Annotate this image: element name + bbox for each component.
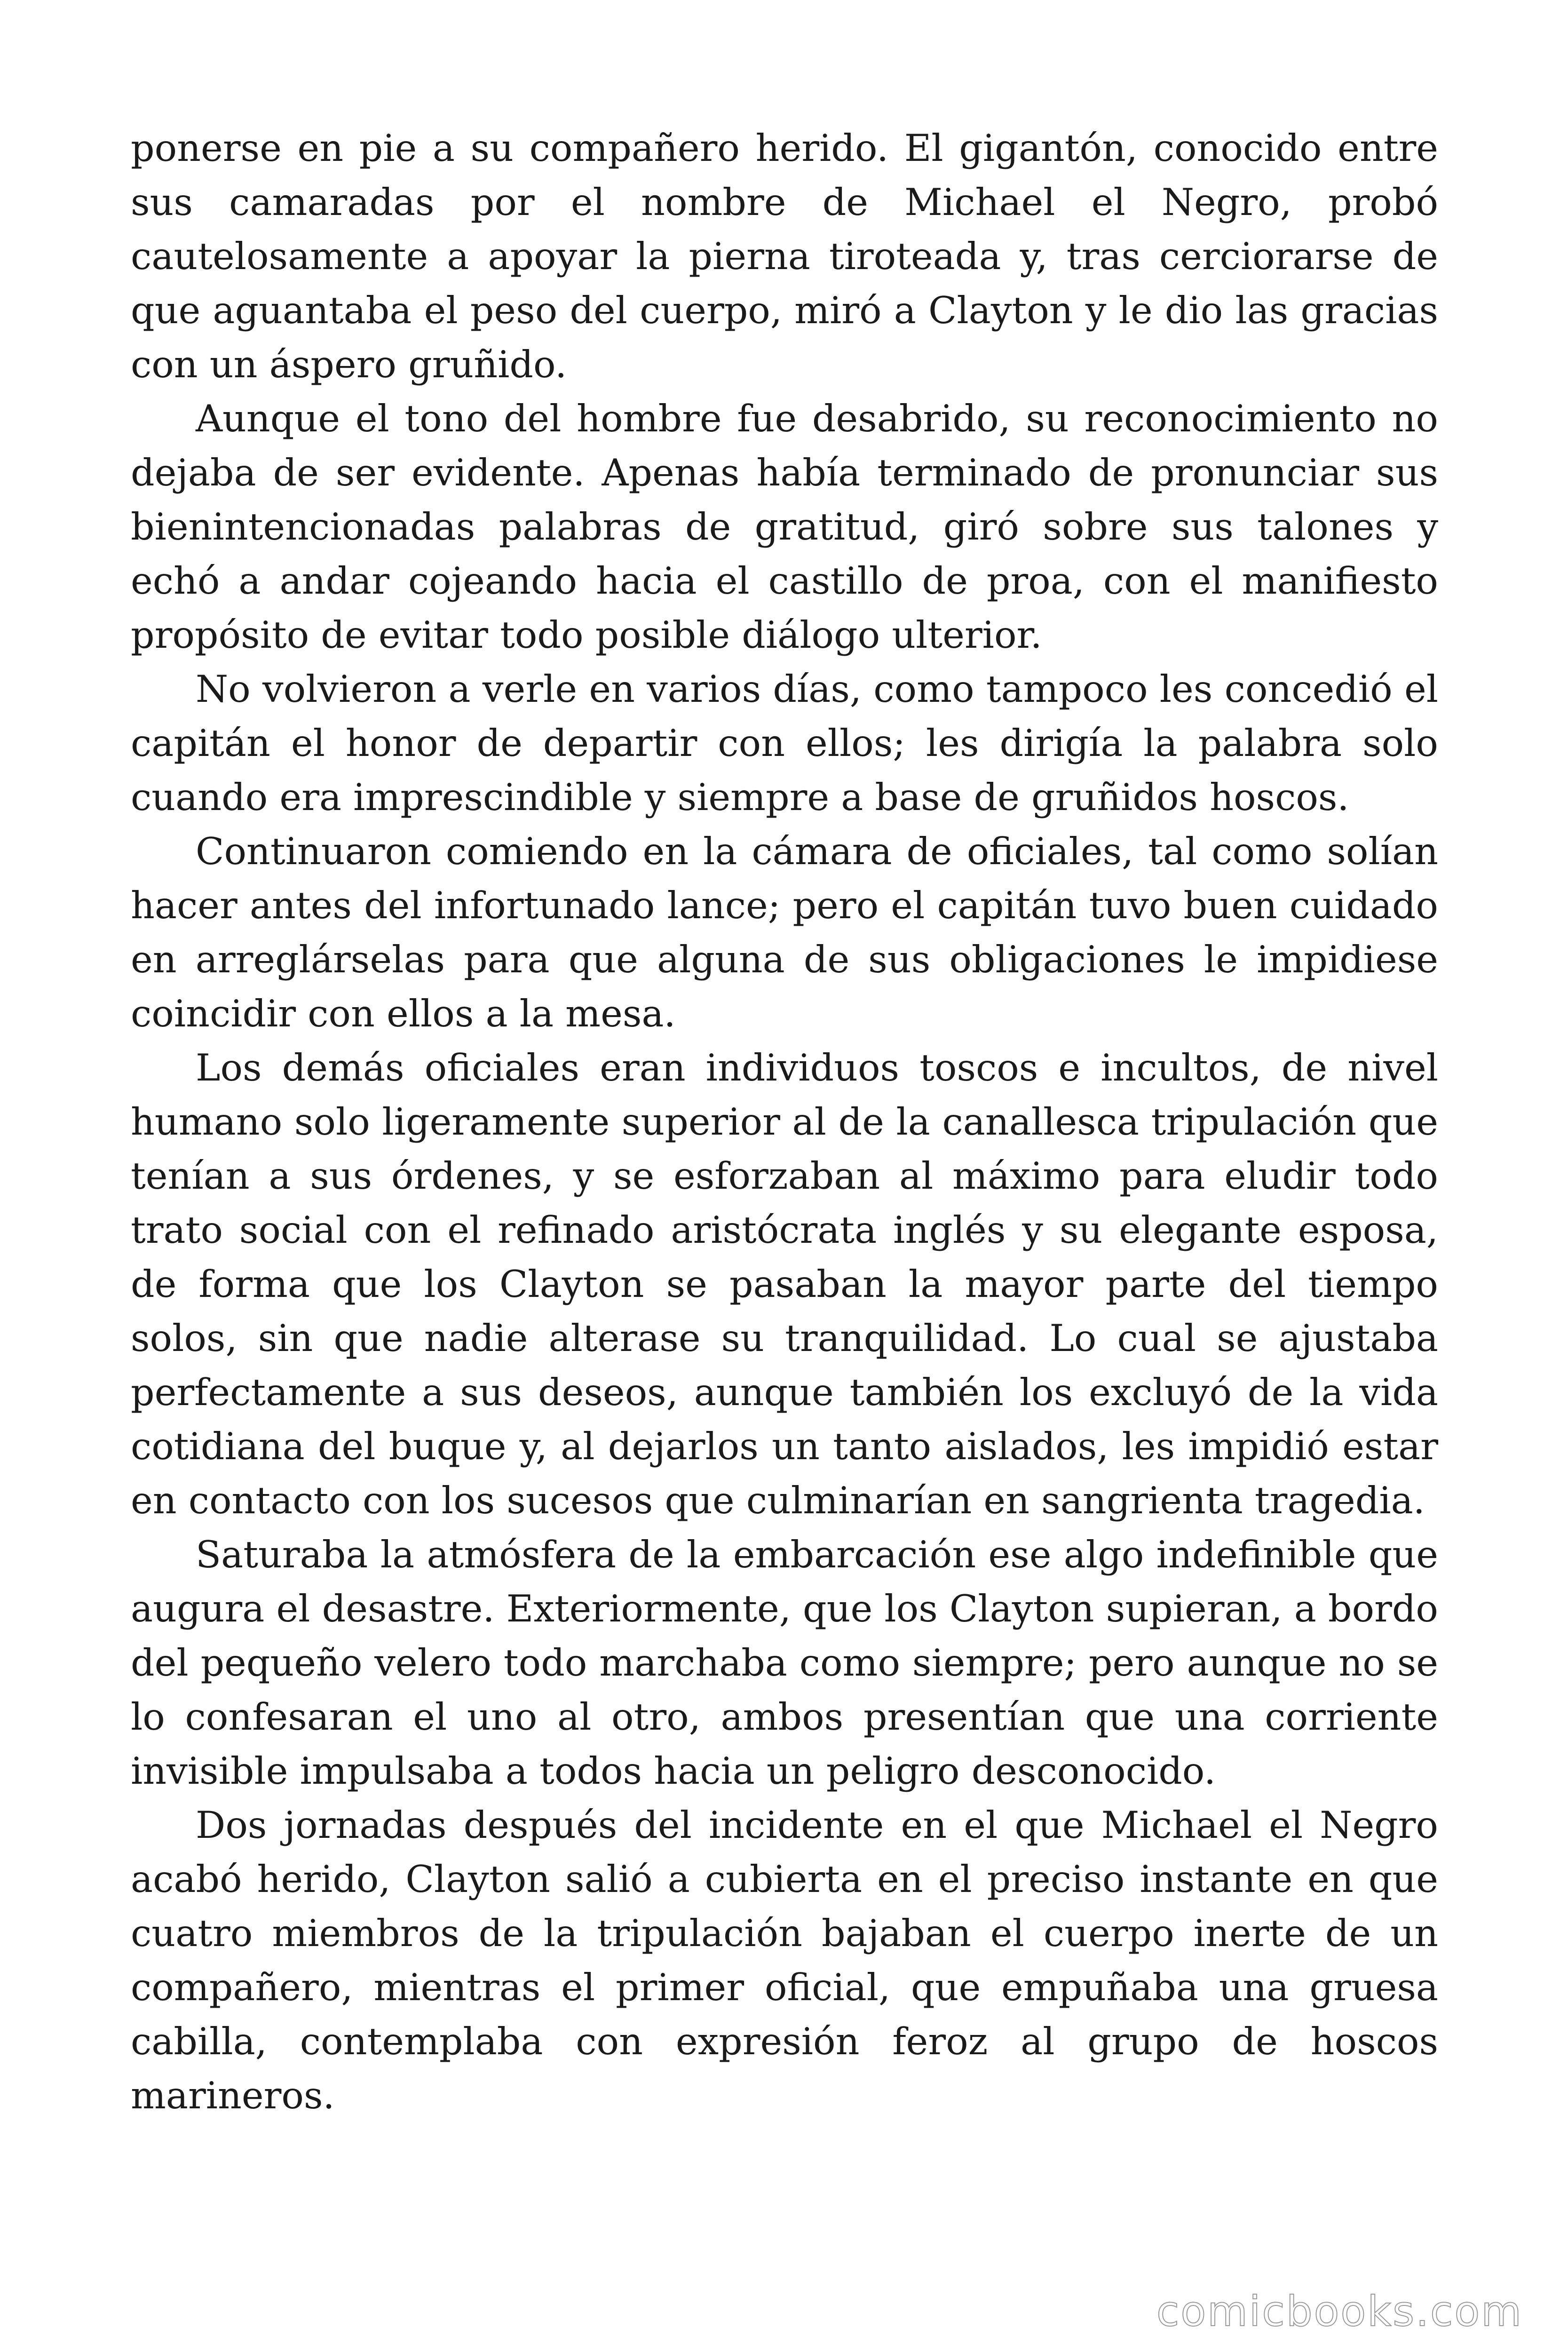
paragraph-5: Los demás oficiales eran individuos toscos e incultos, de nivel humano solo ligeramente superior al de la canallesca tripulación que tenían a sus órdenes, y se esforzaban al máximo para eludir todo trato social con el refinado aristócrata inglés y su elegante esposa, de forma que los Clayton se pasaban la mayor parte del tiempo solos, sin que nadie alterase su tranquilidad. Lo cual se ajustaba perfectamente a sus deseos, aunque también los excluyó de la vida cotidiana del buque y, al dejarlos un tanto aislados, les impidió estar en contacto con los sucesos que culminarían en sangrienta tragedia. (131, 1046, 1438, 1522)
paragraph-7: Dos jornadas después del incidente en el que Michael el Negro acabó herido, Clayton salió a cubierta en el preciso instante en que cuatro miembros de la tripulación bajaban el cuerpo inerte de un compañero, mientras el primer oficial, que empuñaba una gruesa cabilla, contemplaba con expresión feroz al grupo de hoscos marineros. (131, 1804, 1438, 2117)
body-text (131, 121, 1438, 2123)
paragraph-6: Saturaba la atmósfera de la embarcación ese algo indefinible que augura el desastre. Exteriormente, que los Clayton supieran, a bordo del pequeño velero todo marchaba como siempre; pero aunque no se lo confesaran el uno al otro, ambos presentían que una corriente invisible impulsaba a todos hacia un peligro desconocido. (131, 1533, 1438, 1793)
watermark: comicbooks.com (1156, 2287, 1523, 2336)
paragraph-1: ponerse en pie a su compañero herido. El gigantón, conocido entre sus camaradas por el nombre de Michael el Negro, probó cautelosamente a apoyar la pierna tiroteada y, tras cerciorarse de que aguantaba el peso del cuerpo, miró a Clayton y le dio las gracias con un áspero gruñido. (131, 127, 1438, 386)
paragraph-3: No volvieron a verle en varios días, como tampoco les concedió el capitán el honor de departir con ellos; les dirigía la palabra solo cuando era imprescindible y siempre a base de gruñidos hoscos. (131, 667, 1438, 819)
paragraph-4: Continuaron comiendo en la cámara de oficiales, tal como solían hacer antes del infortunado lance; pero el capitán tuvo buen cuidado en arreglárselas para que alguna de sus obligaciones le impidiese coincidir con ellos a la mesa. (131, 830, 1438, 1035)
paragraph-2: Aunque el tono del hombre fue desabrido, su reconocimiento no dejaba de ser evidente. Apenas había terminado de pronunciar sus bienintencionadas palabras de gratitud, giró sobre sus talones y echó a andar cojeando hacia el castillo de proa, con el manifiesto propósito de evitar todo posible diálogo ulterior. (131, 397, 1438, 657)
